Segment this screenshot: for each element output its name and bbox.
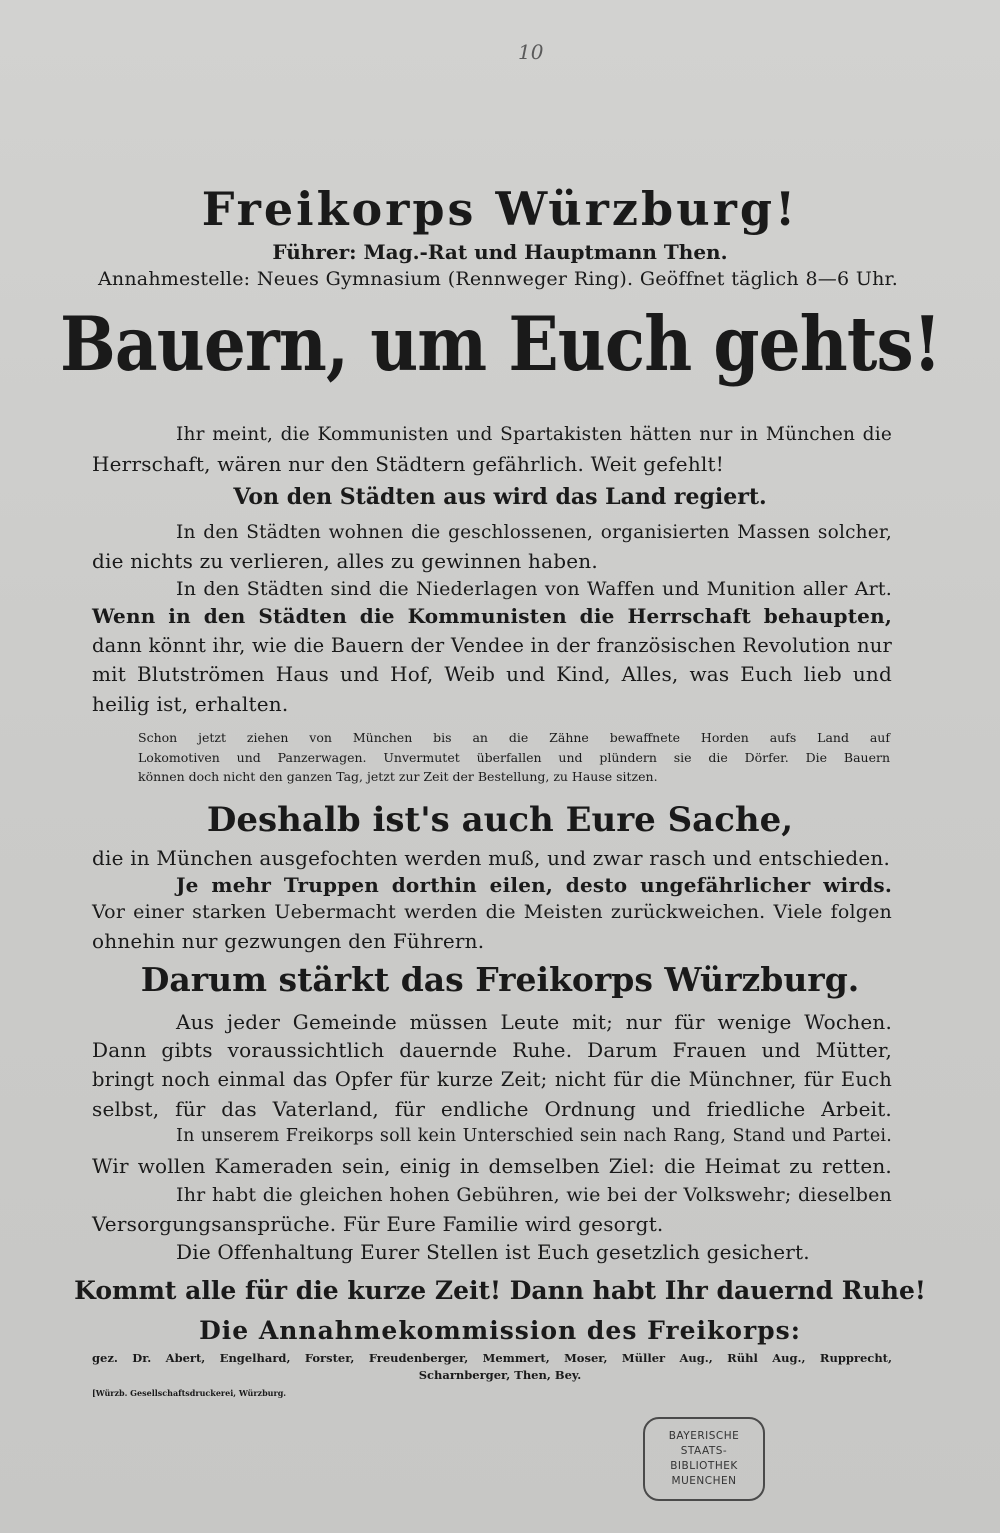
text-line: mit Blutströmen Haus und Hof, Weib und Kind, Alles, was Euch lieb und xyxy=(92,662,892,686)
text-line: heilig ist, erhalten. xyxy=(92,692,289,716)
small-print-line: Lokomotiven und Panzerwagen. Unvermutet überfallen und plündern sie die Dörfer. Die Bauern xyxy=(138,750,890,765)
signatories-line: gez. Dr. Abert, Engelhard, Forster, Freudenberger, Memmert, Moser, Müller Aug., Rühl Aug., Rupprecht, xyxy=(92,1351,892,1365)
stamp-line: STAATS- xyxy=(680,1445,728,1457)
slogan: Kommt alle für die kurze Zeit! Dann habt Ihr dauernd Ruhe! xyxy=(74,1276,926,1305)
text-line: Herrschaft, wären nur den Städtern gefährlich. Weit gefehlt! xyxy=(92,452,724,476)
small-print-line: Schon jetzt ziehen von München bis an die Zähne bewaffnete Horden aufs Land auf xyxy=(138,730,890,745)
text-line: Versorgungsansprüche. Für Eure Familie wird gesorgt. xyxy=(92,1212,664,1236)
text-line: Vor einer starken Uebermacht werden die Meisten zurückweichen. Viele folgen xyxy=(92,901,892,923)
small-print-line: können doch nicht den ganzen Tag, jetzt zur Zeit der Bestellung, zu Hause sitzen. xyxy=(138,769,658,784)
pencil-page-number: 10 xyxy=(518,40,544,64)
text-line: dann könnt ihr, wie die Bauern der Vendee in der französischen Revolution nur xyxy=(92,634,892,657)
headline: Bauern, um Euch gehts! xyxy=(60,300,941,388)
text-line: bringt noch einmal das Opfer für kurze Zeit; nicht für die Münchner, für Euch xyxy=(92,1068,892,1091)
stamp-line: MUENCHEN xyxy=(671,1475,737,1487)
text-line: Wenn in den Städten die Kommunisten die Herrschaft behaupten, xyxy=(92,604,892,628)
text-line: Wir wollen Kameraden sein, einig in demselben Ziel: die Heimat zu retten. xyxy=(92,1154,892,1178)
text-line: die nichts zu verlieren, alles zu gewinnen haben. xyxy=(92,549,598,573)
text-line: die in München ausgefochten werden muß, und zwar rasch und entschieden. xyxy=(92,846,891,870)
stamp-line: BAYERISCHE xyxy=(668,1430,740,1442)
text-line: ohnehin nur gezwungen den Führern. xyxy=(92,929,485,953)
poster-title: Freikorps Würzburg! xyxy=(201,182,799,236)
text-line: Aus jeder Gemeinde müssen Leute mit; nur für wenige Wochen. xyxy=(176,1010,892,1034)
bold-statement: Von den Städten aus wird das Land regiert. xyxy=(233,484,767,510)
library-stamp xyxy=(643,1417,765,1501)
text-line: In den Städten sind die Niederlagen von Waffen und Munition aller Art. xyxy=(176,578,892,600)
printer-imprint: [Würzb. Gesellschaftsdruckerei, Würzburg. xyxy=(92,1388,287,1398)
stamp-line: BIBLIOTHEK xyxy=(670,1460,738,1472)
subheading-deshalb: Deshalb ist's auch Eure Sache, xyxy=(206,800,794,840)
subheading-darum: Darum stärkt das Freikorps Würzburg. xyxy=(140,960,860,999)
text-line: In den Städten wohnen die geschlossenen, organisierten Massen solcher, xyxy=(176,522,892,543)
text-line: In unserem Freikorps soll kein Unterschied sein nach Rang, Stand und Partei. xyxy=(176,1126,892,1146)
text-line: Dann gibts voraussichtlich dauernde Ruhe. Darum Frauen und Mütter, xyxy=(92,1038,892,1062)
leader-line: Führer: Mag.-Rat und Hauptmann Then. xyxy=(272,240,728,264)
signatories-line: Scharnberger, Then, Bey. xyxy=(418,1368,582,1382)
text-line: Ihr habt die gleichen hohen Gebühren, wie bei der Volkswehr; dieselben xyxy=(176,1184,892,1206)
text-line: Je mehr Truppen dorthin eilen, desto ungefährlicher wirds. xyxy=(176,873,892,897)
text-line: Die Offenhaltung Eurer Stellen ist Euch gesetzlich gesichert. xyxy=(176,1240,810,1264)
text-line: selbst, für das Vaterland, für endliche Ordnung und friedliche Arbeit. xyxy=(92,1097,892,1121)
office-line: Annahmestelle: Neues Gymnasium (Rennweger Ring). Geöffnet täglich 8—6 Uhr. xyxy=(98,268,898,290)
commission-heading: Die Annahmekommission des Freikorps: xyxy=(199,1316,801,1345)
text-line: Ihr meint, die Kommunisten und Spartakisten hätten nur in München die xyxy=(176,424,892,445)
